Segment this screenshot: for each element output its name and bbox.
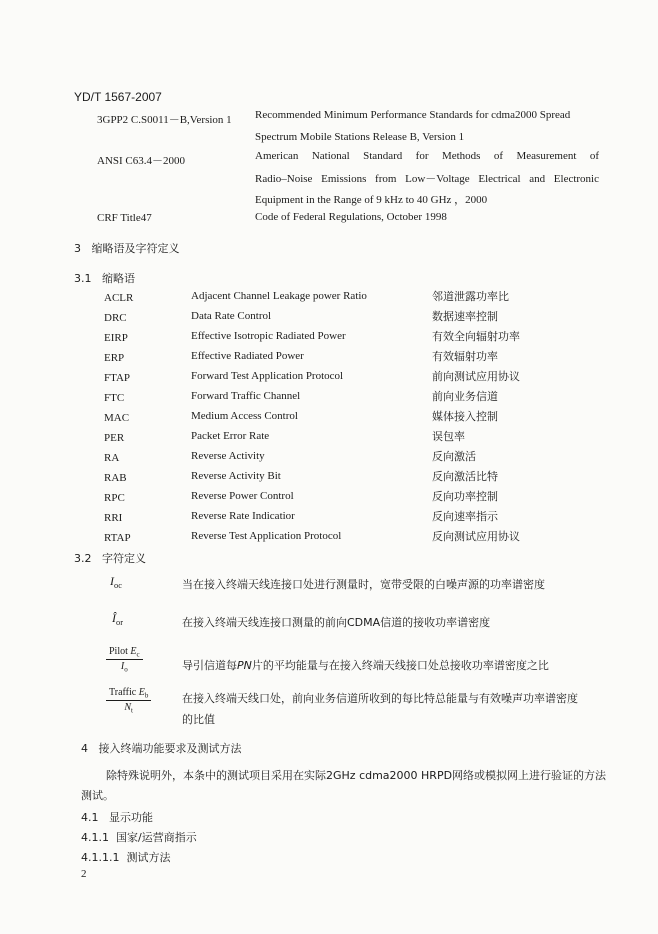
- reference-desc-line: Recommended Minimum Performance Standards for cdma2000 Spread: [255, 109, 571, 121]
- section-number: 3.1: [74, 272, 92, 285]
- numerator-word: Pilot: [109, 646, 128, 657]
- section-number: 4.1.1.1: [81, 851, 120, 864]
- abbr-full: Packet Error Rate: [191, 430, 270, 442]
- abbr-term: RTAP: [104, 532, 131, 544]
- section-3-2-heading: [74, 550, 146, 566]
- numerator-var: E: [138, 687, 145, 698]
- denominator-var: N: [124, 702, 132, 714]
- section-number: 4.1.1: [81, 831, 109, 844]
- abbr-full: Effective Radiated Power: [191, 350, 304, 362]
- abbr-full: Effective Isotropic Radiated Power: [191, 330, 346, 342]
- numerator-word: Traffic: [109, 687, 137, 698]
- abbr-chinese: 数据速率控制: [432, 310, 498, 323]
- reference-desc-line: American National Standard for Methods of Measurement of: [255, 150, 599, 162]
- section-3-1-heading: [74, 270, 135, 286]
- abbr-chinese: 反向测试应用协议: [432, 530, 520, 543]
- numerator-var: E: [130, 646, 137, 657]
- symbol-subscript: or: [116, 617, 123, 627]
- abbr-full: Reverse Activity Bit: [191, 470, 281, 482]
- abbr-chinese: 反向功率控制: [432, 490, 498, 503]
- abbr-full: Reverse Rate Indicatior: [191, 510, 295, 522]
- abbr-term: MAC: [104, 412, 130, 424]
- section-number: 4: [81, 742, 88, 755]
- section-3-heading: [74, 240, 180, 256]
- definition-pn: PN: [237, 659, 252, 672]
- abbr-full: Reverse Test Application Protocol: [191, 530, 342, 542]
- denominator-sub: o: [124, 665, 128, 674]
- section-number: 4.1: [81, 811, 99, 824]
- traffic-eb-nt-fraction: [106, 687, 151, 715]
- abbr-chinese: 有效辐射功率: [432, 350, 498, 363]
- symbol-ior: [112, 611, 123, 627]
- section-title: 测试方法: [126, 851, 171, 864]
- abbr-full: Reverse Activity: [191, 450, 265, 462]
- reference-id: 3GPP2 C.S0011－B,Version 1: [97, 114, 232, 126]
- section-title: 接入终端功能要求及测试方法: [98, 742, 242, 755]
- abbr-chinese: 媒体接入控制: [432, 410, 498, 423]
- abbr-chinese: 反向速率指示: [432, 510, 498, 523]
- abbr-term: FTC: [104, 392, 125, 404]
- section-4-heading: [81, 740, 242, 756]
- abbr-term: ACLR: [104, 292, 134, 304]
- abbr-full: Adjacent Channel Leakage power Ratio: [191, 290, 367, 302]
- section-4-paragraph-line: 测试。: [81, 789, 114, 802]
- abbr-term: FTAP: [104, 372, 131, 384]
- section-title: 字符定义: [102, 552, 146, 565]
- section-4-1-1-1-heading: [81, 849, 170, 865]
- abbr-full: Medium Access Control: [191, 410, 298, 422]
- reference-desc-line: Spectrum Mobile Stations Release B, Version 1: [255, 131, 465, 143]
- numerator-sub: c: [136, 650, 140, 659]
- section-title: 国家/运营商指示: [116, 831, 197, 844]
- standard-id-header: YD/T 1567-2007: [74, 90, 162, 104]
- section-4-paragraph-line: 除特殊说明外，本条中的测试项目采用在实际2GHz cdma2000 HRPD网络或模拟网上进行验证的方法: [106, 769, 607, 782]
- denominator-var: I: [120, 661, 125, 673]
- abbr-full: Data Rate Control: [191, 310, 272, 322]
- fraction-numerator: [106, 646, 143, 660]
- abbr-chinese: 前向业务信道: [432, 390, 498, 403]
- symbol-definition: 当在接入终端天线连接口处进行测量时，宽带受限的白噪声源的功率谱密度: [182, 578, 545, 591]
- abbr-term: EIRP: [104, 332, 128, 344]
- numerator-sub: b: [144, 691, 149, 700]
- section-4-1-1-heading: [81, 829, 197, 845]
- abbr-term: RA: [104, 452, 120, 464]
- reference-desc-line: Code of Federal Regulations, October 1998: [255, 211, 447, 223]
- abbr-term: RRI: [104, 512, 123, 524]
- reference-desc-line: Radio–Noise Emissions from Low－Voltage Electrical and Electronic: [255, 173, 599, 185]
- pilot-ec-io-fraction: [106, 646, 143, 674]
- symbol-definition: 在接入终端天线连接口测量的前向CDMA信道的接收功率谱密度: [182, 616, 491, 629]
- symbol-definition: 在接入终端天线口处，前向业务信道所收到的每比特总能量与有效噪声功率谱密度: [182, 692, 578, 705]
- definition-part: 片的平均能量与在接入终端天线接口处总接收功率谱密度之比: [251, 659, 549, 672]
- symbol-base: I: [110, 574, 114, 588]
- abbr-chinese: 反向激活: [432, 450, 476, 463]
- fraction-numerator: [106, 687, 151, 701]
- reference-id: ANSI C63.4－2000: [97, 155, 186, 167]
- abbr-chinese: 误包率: [432, 430, 465, 443]
- symbol-base: Î: [112, 611, 116, 625]
- reference-desc-line: Equipment in the Range of 9 kHz to 40 GHz ，2000: [255, 194, 488, 206]
- reference-id: CRF Title47: [97, 212, 152, 224]
- definition-part: 导引信道每: [182, 659, 237, 672]
- abbr-term: PER: [104, 432, 125, 444]
- section-title: 缩略语及字符定义: [91, 242, 180, 255]
- section-number: 3.2: [74, 552, 92, 565]
- denominator-sub: t: [131, 706, 133, 715]
- abbr-term: RAB: [104, 472, 127, 484]
- symbol-subscript: oc: [114, 580, 122, 590]
- abbr-full: Forward Traffic Channel: [191, 390, 301, 402]
- symbol-ioc: [110, 574, 122, 590]
- abbr-full: Forward Test Application Protocol: [191, 370, 344, 382]
- abbr-chinese: 前向测试应用协议: [432, 370, 520, 383]
- section-title: 缩略语: [102, 272, 135, 285]
- abbr-chinese: 有效全向辐射功率: [432, 330, 520, 343]
- abbr-chinese: 邻道泄露功率比: [432, 290, 509, 303]
- abbr-chinese: 反向激活比特: [432, 470, 498, 483]
- section-number: 3: [74, 242, 81, 255]
- fraction-denominator: [106, 660, 143, 673]
- section-4-1-heading: [81, 809, 153, 825]
- abbr-term: ERP: [104, 352, 125, 364]
- symbol-definition: [182, 657, 549, 673]
- section-title: 显示功能: [109, 811, 153, 824]
- abbr-full: Reverse Power Control: [191, 490, 294, 502]
- symbol-definition: 的比值: [182, 713, 215, 726]
- page-number: 2: [81, 868, 87, 880]
- fraction-denominator: [106, 701, 151, 714]
- abbr-term: DRC: [104, 312, 127, 324]
- abbr-term: RPC: [104, 492, 125, 504]
